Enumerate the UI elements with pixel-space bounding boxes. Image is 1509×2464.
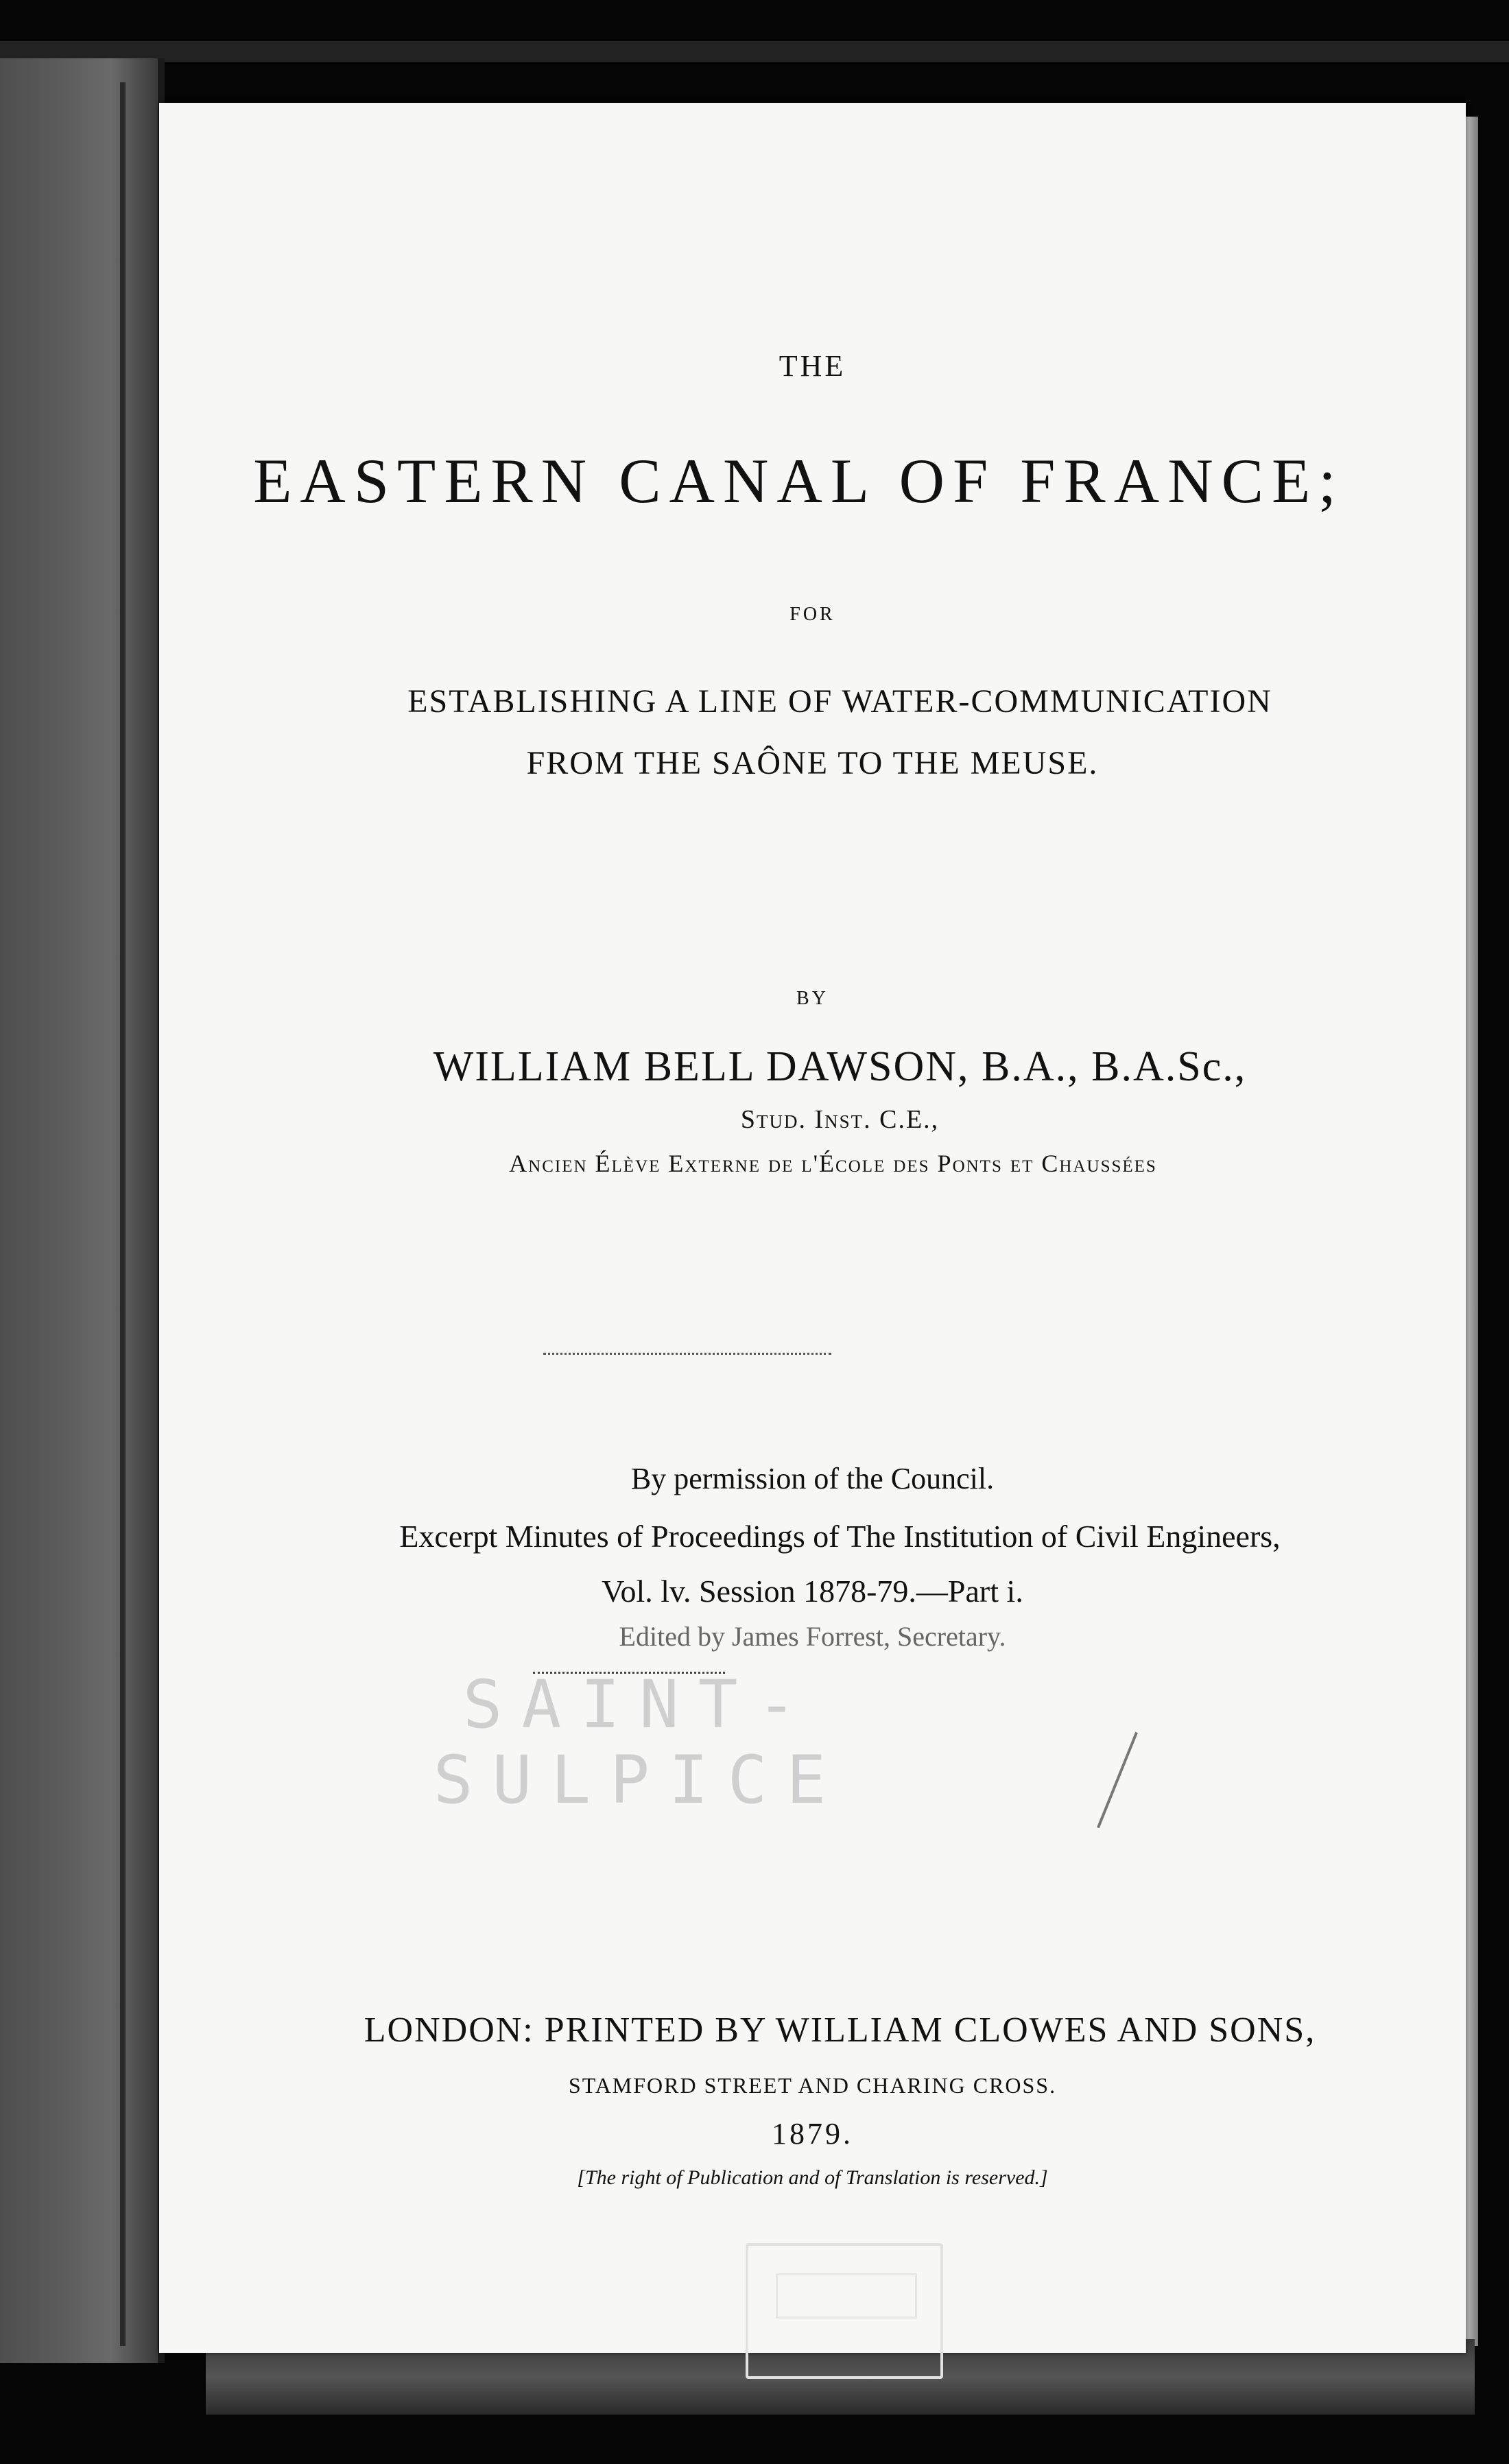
- publication-year: 1879.: [772, 2117, 853, 2151]
- editor-note: Edited by James Forrest, Secretary.: [619, 1621, 1006, 1652]
- book-spine: [0, 58, 165, 2363]
- author-name: WILLIAM BELL DAWSON, B.A., B.A.Sc.,: [433, 1043, 1247, 1090]
- subtitle-line-2: FROM THE SAÔNE TO THE MEUSE.: [526, 745, 1099, 781]
- imprint-address: STAMFORD STREET AND CHARING CROSS.: [568, 2073, 1057, 2098]
- title-article: THE: [779, 349, 846, 383]
- title-page: [159, 103, 1466, 2353]
- for-label: FOR: [789, 604, 835, 625]
- author-credential-1: Stud. Inst. C.E.,: [740, 1105, 940, 1134]
- imprint: LONDON: PRINTED BY WILLIAM CLOWES AND SONS,: [364, 2011, 1316, 2050]
- library-perforation-stamp: SAINT-SULPICE: [433, 1666, 846, 1819]
- permission-note: By permission of the Council.: [630, 1462, 995, 1495]
- spine-edge: [120, 82, 126, 2346]
- stray-mark: [1097, 1732, 1138, 1829]
- scan-top-border: [0, 41, 1509, 62]
- by-label: BY: [796, 988, 829, 1009]
- dotted-divider: [543, 1353, 831, 1359]
- subtitle-line-1: ESTABLISHING A LINE OF WATER-COMMUNICATION: [407, 683, 1272, 720]
- rights-notice: [The right of Publication and of Translation is reserved.]: [577, 2166, 1048, 2189]
- author-credential-2: Ancien Élève Externe de l'École des Ponts et Chaussées: [509, 1150, 1157, 1177]
- main-title: EASTERN CANAL OF FRANCE;: [253, 446, 1344, 516]
- volume-note: Vol. lv. Session 1878-79.—Part i.: [602, 1574, 1023, 1609]
- excerpt-note: Excerpt Minutes of Proceedings of The Institution of Civil Engineers,: [399, 1519, 1281, 1554]
- library-stamp-label: [776, 2273, 917, 2319]
- library-stamp: [746, 2243, 943, 2379]
